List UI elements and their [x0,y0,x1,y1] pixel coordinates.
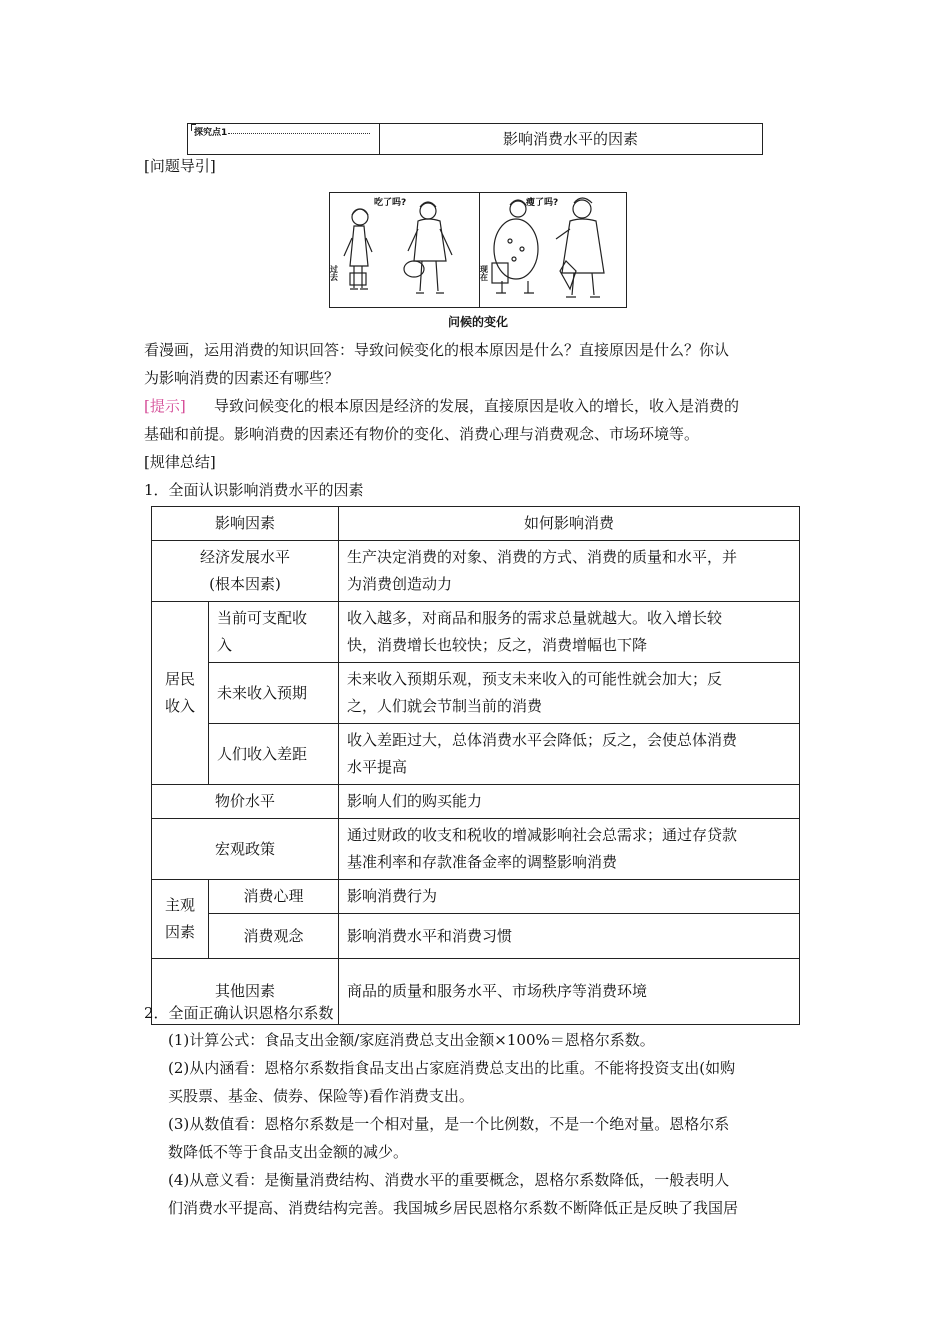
econ-factor [152,541,339,602]
hint-line-2: 基础和前提。影响消费的因素还有物价的变化、消费心理与消费观念、市场环境等。 [144,425,700,443]
speech-now: 瘦了吗? [526,198,559,208]
subjective-group [152,880,209,959]
subjective-group-line-2: 因素 [164,923,195,941]
point-2-line-1: (2)从内涵看：恩格尔系数指食品支出占家庭消费总支出的比重。不能将投资支出(如购 [168,1059,736,1077]
dotted-leader [228,133,370,134]
concept-factor: 消费观念 [209,914,339,959]
guide-heading: [问题导引] [144,157,216,175]
gap-effect-line-1: 收入差距过大，总体消费水平会降低；反之，会使总体消费 [347,731,738,749]
macro-effect-line-2: 基准利率和存款准备金率的调整影响消费 [347,853,618,871]
disp-factor [209,602,339,663]
subjective-group-line-1: 主观 [164,896,195,914]
future-effect [339,663,800,724]
income-group-line-2: 收入 [164,697,195,715]
macro-effect [339,819,800,880]
econ-factor-line-1: 经济发展水平 [200,548,291,566]
future-effect-line-2: 之，人们就会节制当前的消费 [347,697,543,715]
psych-effect: 影响消费行为 [339,880,800,914]
table-row [152,785,800,819]
econ-effect [339,541,800,602]
point-4-line-1: (4)从意义看：是衡量消费结构、消费水平的重要概念，恩格尔系数降低，一般表明人 [168,1171,730,1189]
item2-title: 2．全面正确认识恩格尔系数 [144,1004,334,1022]
factors-table [151,506,800,1025]
question-line-1: 看漫画，运用消费的知识回答：导致问候变化的根本原因是什么？直接原因是什么？你认 [144,341,730,359]
head-factor: 影响因素 [152,507,339,541]
section-tag-cell [188,124,380,154]
hint-label: [提示] [144,397,186,415]
section-title: 影响消费水平的因素 [502,130,638,148]
point-2-line-2: 买股票、基金、债券、保险等)看作消费支出。 [168,1087,474,1105]
section-tag: 探究点1 [194,128,228,138]
section-header-box [187,123,763,155]
head-effect: 如何影响消费 [339,507,800,541]
concept-effect: 影响消费水平和消费习惯 [339,914,800,959]
table-row [152,663,800,724]
speech-past: 吃了吗? [374,198,407,208]
summary-heading: [规律总结] [144,453,216,471]
table-row [152,602,800,663]
macro-factor: 宏观政策 [152,819,339,880]
comic-panel-divider [479,193,480,307]
label-past: 过去 [330,265,339,281]
disp-factor-line-1: 当前可支配收 [217,609,308,627]
question-line-2: 为影响消费的因素还有哪些？ [144,369,340,387]
disp-factor-line-2: 入 [217,636,233,654]
econ-effect-line-1: 生产决定消费的对象、消费的方式、消费的质量和水平，并 [347,548,738,566]
point-3-line-1: (3)从数值看：恩格尔系数是一个相对量，是一个比例数，不是一个绝对量。恩格尔系 [168,1115,730,1133]
other-effect: 商品的质量和服务水平、市场秩序等消费环境 [339,959,800,1025]
future-effect-line-1: 未来收入预期乐观，预支未来收入的可能性就会加大；反 [347,670,723,688]
price-factor: 物价水平 [152,785,339,819]
econ-factor-line-2: (根本因素) [209,575,281,593]
table-row [152,724,800,785]
income-group [152,602,209,785]
income-group-line-1: 居民 [164,670,195,688]
gap-effect-line-2: 水平提高 [347,758,408,776]
price-effect: 影响人们的购买能力 [339,785,800,819]
comic-drawing [330,193,626,307]
point-1: (1)计算公式：食品支出金额/家庭消费总支出金额×100%＝恩格尔系数。 [168,1031,655,1049]
disp-effect-line-1: 收入越多，对商品和服务的需求总量就越大。收入增长较 [347,609,723,627]
future-factor: 未来收入预期 [209,663,339,724]
item1-title: 1．全面认识影响消费水平的因素 [144,481,364,499]
point-3-line-2: 数降低不等于食品支出金额的减少。 [168,1143,409,1161]
other-factor: 其他因素 [152,959,339,1025]
gap-factor: 人们收入差距 [209,724,339,785]
econ-effect-line-2: 为消费创造动力 [347,575,453,593]
point-4-line-2: 们消费水平提高、消费结构完善。我国城乡居民恩格尔系数不断降低正是反映了我国居 [168,1199,739,1217]
comic-caption: 问候的变化 [447,315,508,329]
table-row [152,507,800,541]
disp-effect-line-2: 快，消费增长也较快；反之，消费增幅也下降 [347,636,648,654]
comic-illustration [329,192,627,308]
macro-effect-line-1: 通过财政的收支和税收的增减影响社会总需求；通过存贷款 [347,826,738,844]
table-row [152,541,800,602]
gap-effect [339,724,800,785]
table-row [152,819,800,880]
table-row [152,880,800,914]
hint-line-1: 导致问候变化的根本原因是经济的发展，直接原因是收入的增长，收入是消费的 [214,397,740,415]
disp-effect [339,602,800,663]
psych-factor: 消费心理 [209,880,339,914]
label-now: 现在 [479,265,489,281]
table-row [152,914,800,959]
